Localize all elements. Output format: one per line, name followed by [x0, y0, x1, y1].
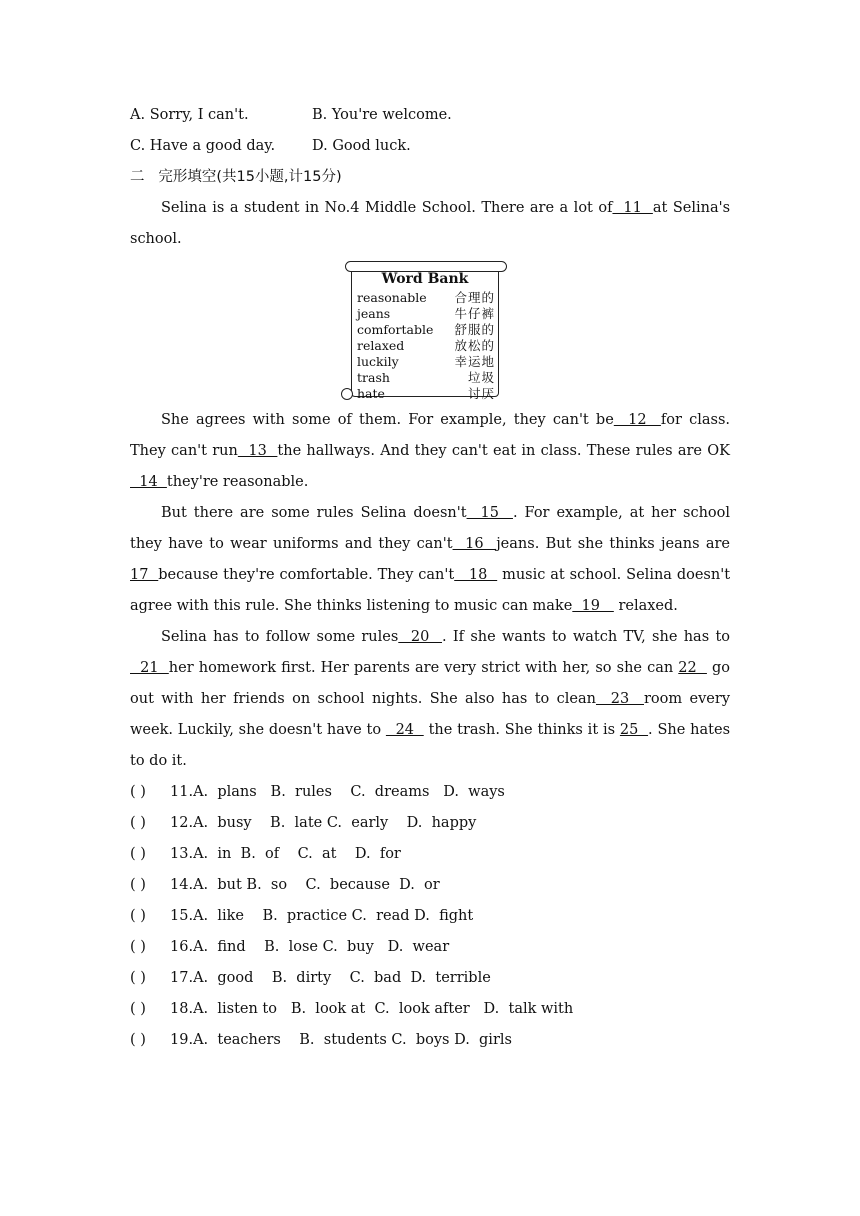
passage-text: . For example, at her school they have to wear uniforms and they can't: [130, 505, 730, 552]
option-d: D. Good luck.: [312, 138, 411, 154]
word-en: jeans: [357, 306, 391, 321]
question-row: [130, 932, 730, 963]
passage-text: for class. They can't run: [130, 412, 730, 459]
question-options: A. busy B. late C. early D. happy: [193, 815, 477, 831]
blank-19: 19: [572, 598, 614, 614]
question-number: 12.: [170, 815, 194, 831]
blank-12: 12: [613, 412, 661, 428]
passage-text: go out with her friends on school nights. She also has to clean: [130, 660, 731, 707]
word-zh: 合理的: [454, 290, 495, 305]
question-row: [130, 994, 730, 1025]
blank-18: 18: [454, 567, 498, 583]
question-options: A. but B. so C. because D. or: [193, 877, 440, 893]
blank-13: 13: [237, 443, 278, 459]
word-bank-item: [357, 322, 495, 338]
answer-parentheses[interactable]: ( ): [130, 939, 146, 955]
word-zh: 舒服的: [454, 322, 495, 337]
blank-23: 23: [595, 691, 644, 707]
option-b: B. You're welcome.: [312, 107, 452, 123]
word-zh: 幸运地: [454, 354, 495, 369]
passage-paragraph-2: [130, 405, 730, 498]
question-options: A. find B. lose C. buy D. wear: [193, 939, 450, 955]
question-options: A. teachers B. students C. boys D. girls: [193, 1032, 512, 1048]
passage-paragraph-1: [130, 193, 730, 255]
word-en: relaxed: [357, 338, 405, 353]
question-options: A. listen to B. look at C. look after D. talk with: [193, 1001, 574, 1017]
question-number: 14.: [170, 877, 194, 893]
question-options: A. plans B. rules C. dreams D. ways: [193, 784, 505, 800]
blank-17: 17: [130, 567, 159, 583]
section-heading: [130, 162, 730, 193]
passage-text: music at school. Selina doesn't agree with this rule. She thinks listening to music can make: [130, 567, 731, 614]
word-bank-list: [357, 290, 495, 402]
question-number: 18.: [170, 1001, 194, 1017]
word-bank-item: [357, 290, 495, 306]
previous-question-options-row-2: [130, 131, 730, 162]
question-row: [130, 777, 730, 808]
question-number: 16.: [170, 939, 194, 955]
answer-parentheses[interactable]: ( ): [130, 1001, 146, 1017]
blank-14: 14: [130, 474, 167, 490]
word-zh: 牛仔裤: [454, 306, 495, 321]
answer-parentheses[interactable]: ( ): [130, 908, 146, 924]
question-row: [130, 808, 730, 839]
question-number: 17.: [170, 970, 194, 986]
question-options: A. like B. practice C. read D. fight: [193, 908, 474, 924]
previous-question-options-row-1: [130, 100, 730, 131]
question-row: [130, 839, 730, 870]
word-bank-scroll: [345, 261, 505, 401]
answer-parentheses[interactable]: ( ): [130, 784, 146, 800]
word-en: reasonable: [357, 290, 427, 305]
word-bank-item: [357, 338, 495, 354]
passage-text: Selina is a student in No.4 Middle School. There are a lot of: [161, 200, 613, 216]
question-number: 13.: [170, 846, 194, 862]
passage-text: they're reasonable.: [166, 474, 309, 490]
passage-text: . She hates to do it.: [130, 722, 731, 769]
blank-21: 21: [130, 660, 169, 676]
blank-20: 20: [398, 629, 442, 645]
option-c: C. Have a good day.: [130, 138, 276, 154]
blank-25: 25: [619, 722, 649, 738]
section-number: 二: [130, 169, 145, 185]
word-en: luckily: [357, 354, 399, 369]
word-en: trash: [357, 370, 390, 385]
passage-text: She agrees with some of them. For example, they can't be: [161, 412, 614, 428]
passage-text: the hallways. And they can't eat in class. These rules are OK: [277, 443, 731, 459]
question-number: 15.: [170, 908, 194, 924]
question-row: [130, 963, 730, 994]
passage-paragraph-3: [130, 498, 730, 622]
question-number: 11.: [170, 784, 194, 800]
question-row: [130, 901, 730, 932]
answer-parentheses[interactable]: ( ): [130, 970, 146, 986]
blank-15: 15: [466, 505, 513, 521]
word-zh: 垃圾: [467, 370, 495, 385]
worksheet-page: [130, 100, 730, 1056]
word-zh: 讨厌: [467, 386, 495, 401]
blank-22: 22: [678, 660, 707, 676]
question-list: [130, 777, 730, 1056]
word-bank-item: [357, 370, 495, 386]
section-title: 完形填空(共15小题,计15分): [158, 169, 342, 185]
passage-text: because they're comfortable. They can't: [158, 567, 455, 583]
question-row: [130, 1025, 730, 1056]
word-bank-item: [357, 386, 495, 402]
passage-text: Selina has to follow some rules: [161, 629, 399, 645]
answer-parentheses[interactable]: ( ): [130, 846, 146, 862]
passage-text: jeans. But she thinks jeans are: [496, 536, 730, 552]
blank-16: 16: [452, 536, 497, 552]
answer-parentheses[interactable]: ( ): [130, 877, 146, 893]
passage-text: the trash. She thinks it is: [428, 722, 616, 738]
passage-text: . If she wants to watch TV, she has to: [442, 629, 731, 645]
question-options: A. in B. of C. at D. for: [193, 846, 401, 862]
answer-parentheses[interactable]: ( ): [130, 1032, 146, 1048]
scroll-curl-icon: [341, 388, 353, 400]
question-number: 19.: [170, 1032, 194, 1048]
word-zh: 放松的: [454, 338, 495, 353]
question-row: [130, 870, 730, 901]
blank-11: 11: [612, 200, 653, 216]
passage-text: her homework first. Her parents are very strict with her, so she can: [168, 660, 674, 676]
question-options: A. good B. dirty C. bad D. terrible: [193, 970, 491, 986]
passage-paragraph-4: [130, 622, 730, 777]
passage-text: at Selina's school.: [130, 200, 731, 247]
answer-parentheses[interactable]: ( ): [130, 815, 146, 831]
word-bank-title: Word Bank: [381, 271, 469, 287]
word-bank-figure: [130, 255, 730, 405]
blank-24: 24: [385, 722, 424, 738]
word-en: hate: [357, 386, 385, 401]
passage-text: relaxed.: [618, 598, 678, 614]
option-a: A. Sorry, I can't.: [130, 107, 249, 123]
word-bank-item: [357, 306, 495, 322]
word-bank-item: [357, 354, 495, 370]
passage-text: But there are some rules Selina doesn't: [161, 505, 467, 521]
passage-text: room every week. Luckily, she doesn't have to: [130, 691, 731, 738]
word-en: comfortable: [357, 322, 434, 337]
